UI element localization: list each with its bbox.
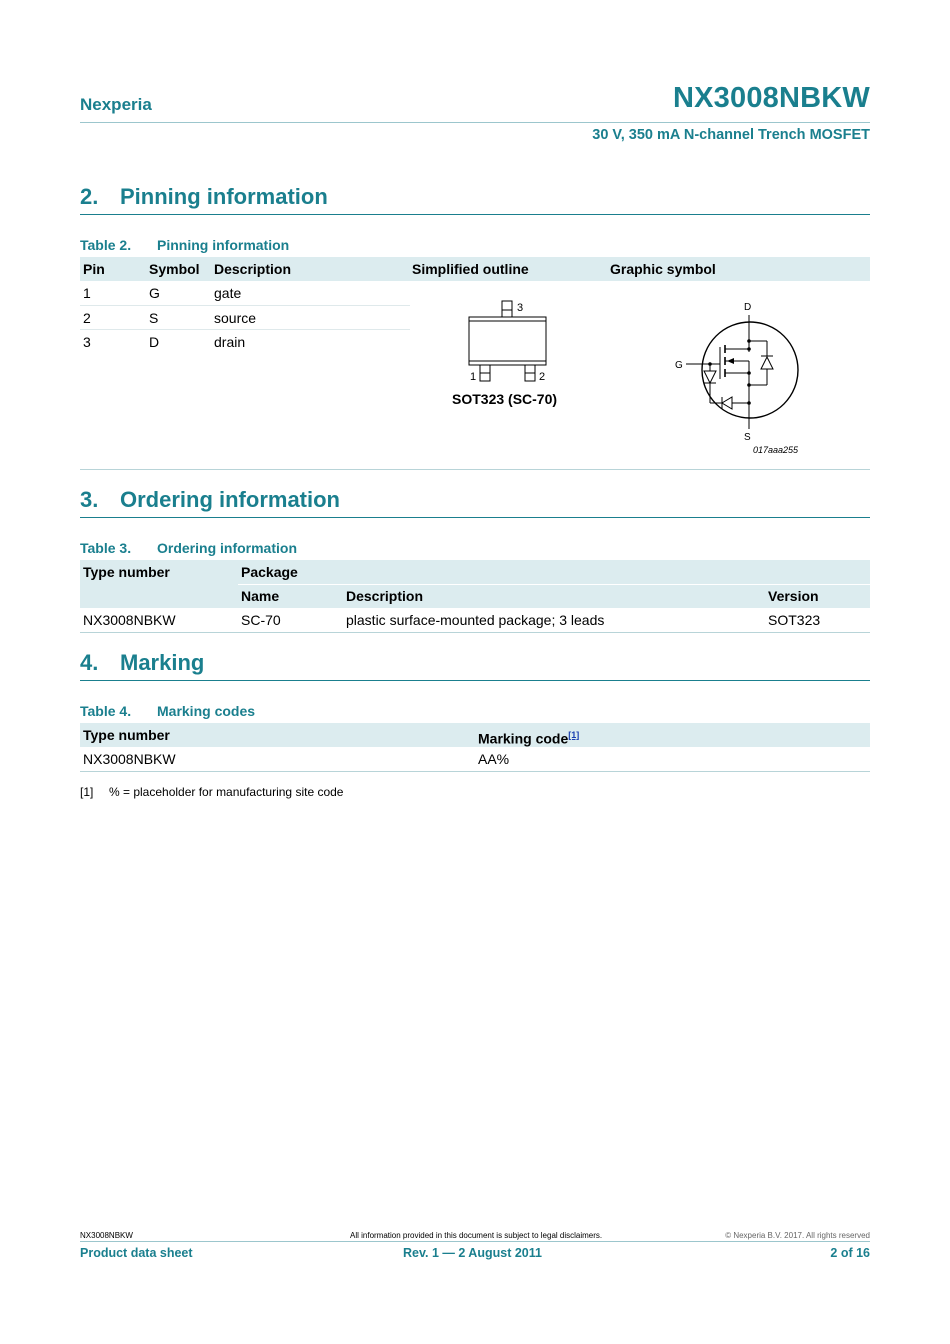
column-header: Description <box>346 588 424 604</box>
section-4-divider <box>80 680 870 681</box>
pin-description: gate <box>214 285 242 301</box>
marking-code-label: Marking code <box>478 730 569 747</box>
table-header-row <box>80 257 870 281</box>
table-number: Table 3. <box>80 540 132 556</box>
table-row <box>80 330 410 354</box>
drain-label: D <box>744 302 752 313</box>
table-row <box>80 306 410 330</box>
section-2-heading <box>80 184 328 210</box>
table-title: Ordering information <box>157 540 297 556</box>
part-number: NX3008NBKW <box>673 82 870 114</box>
section-4-heading <box>80 650 204 676</box>
mosfet-graphic-symbol <box>670 297 820 457</box>
brand-name: Nexperia <box>80 95 152 114</box>
pin-symbol: D <box>149 334 160 350</box>
footer-revision: Rev. 1 — 2 August 2011 <box>403 1246 542 1260</box>
document-subtitle: 30 V, 350 mA N-channel Trench MOSFET <box>592 127 870 143</box>
table-number: Table 2. <box>80 237 132 253</box>
type-number: NX3008NBKW <box>83 751 176 767</box>
footnote <box>80 785 343 799</box>
pin-number: 1 <box>83 285 91 301</box>
column-header <box>478 723 579 747</box>
section-3-divider <box>80 517 870 518</box>
column-header: Type number <box>83 727 170 743</box>
footnote-text: % = placeholder for manufacturing site code <box>109 785 344 799</box>
column-header: Description <box>214 261 292 277</box>
section-title: Pinning information <box>120 184 328 209</box>
footer-doc-type: Product data sheet <box>80 1246 193 1260</box>
package-description: plastic surface-mounted package; 3 leads <box>346 612 605 628</box>
table-2-caption <box>80 237 289 253</box>
table-header-row <box>80 560 870 608</box>
section-title: Marking <box>120 650 205 675</box>
footnote-marker: [1] <box>80 785 94 799</box>
outline-caption: SOT323 (SC-70) <box>452 391 558 407</box>
section-title: Ordering information <box>120 487 340 512</box>
column-header: Pin <box>83 261 105 277</box>
footer-disclaimer: All information provided in this document is subject to legal disclaimers. <box>350 1231 603 1240</box>
column-header: Graphic symbol <box>610 261 716 277</box>
header-divider <box>80 122 870 123</box>
outline-pin-label: 1 <box>470 371 477 383</box>
column-header: Type number <box>83 564 170 580</box>
section-number: 4. <box>80 650 99 675</box>
section-number: 3. <box>80 487 99 512</box>
column-header: Version <box>768 588 819 604</box>
section-number: 2. <box>80 184 99 209</box>
footer-copyright: © Nexperia B.V. 2017. All rights reserved <box>725 1231 870 1240</box>
table-title: Marking codes <box>157 703 256 719</box>
section-3-heading <box>80 487 340 513</box>
table-row <box>80 608 870 633</box>
outline-pin-label: 3 <box>517 302 524 314</box>
package-name: SC-70 <box>241 612 281 628</box>
pin-description: source <box>214 310 257 326</box>
footnote-link[interactable]: [1] <box>568 730 580 740</box>
pin-description: drain <box>214 334 246 350</box>
section-2-divider <box>80 214 870 215</box>
outline-pin-label: 2 <box>539 371 546 383</box>
table-3-caption <box>80 540 297 556</box>
package-version: SOT323 <box>768 612 821 628</box>
source-label: S <box>744 432 751 443</box>
column-header: Name <box>241 588 280 604</box>
table-title: Pinning information <box>157 237 290 253</box>
pin-symbol: G <box>149 285 160 301</box>
type-number: NX3008NBKW <box>83 612 176 628</box>
pinning-table <box>80 257 870 470</box>
table-header-row <box>80 723 870 747</box>
table-row <box>80 281 410 306</box>
marking-code: AA% <box>478 751 510 767</box>
gate-label: G <box>675 360 683 371</box>
pin-number: 2 <box>83 310 91 326</box>
footer-divider <box>80 1241 870 1242</box>
table-row <box>80 747 870 772</box>
table-2-bottom-rule <box>80 469 870 470</box>
package-body <box>469 317 546 365</box>
footer-doc-id: NX3008NBKW <box>80 1231 133 1240</box>
column-header: Simplified outline <box>412 261 529 277</box>
column-header: Package <box>241 564 298 580</box>
pin-symbol: S <box>149 310 159 326</box>
pin-number: 3 <box>83 334 91 350</box>
column-header: Symbol <box>149 261 200 277</box>
table-number: Table 4. <box>80 703 132 719</box>
symbol-code: 017aaa255 <box>753 445 799 455</box>
ordering-table <box>80 560 870 633</box>
marking-table <box>80 723 870 772</box>
table-4-caption <box>80 703 255 719</box>
footer-page-number: 2 of 16 <box>830 1246 870 1260</box>
